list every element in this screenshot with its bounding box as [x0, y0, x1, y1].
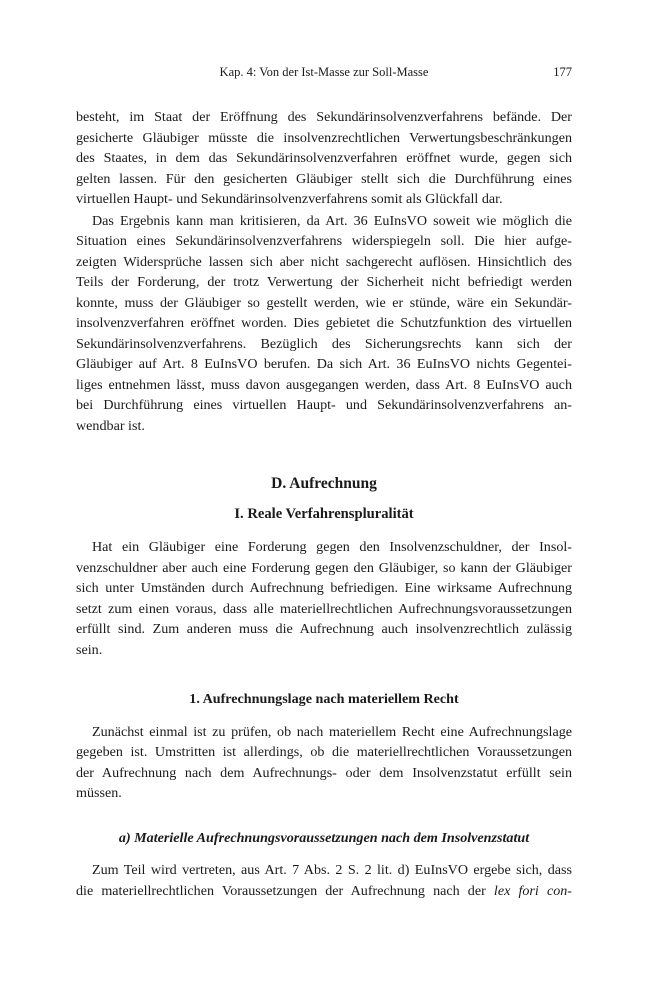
text-line: müssen.	[76, 785, 122, 801]
text-line: liges entnehmen lässt, muss davon ausgegangen werden, dass Art. 8 EuInsVO auch	[76, 376, 572, 393]
text-line: erfüllt sind. Zum anderen muss die Aufrechnung auch insolvenzrechtlich zulässig	[76, 621, 572, 637]
text-line: gelten lassen. Für den gesicherten Gläubiger stellt sich die Durchführung eines	[76, 170, 572, 187]
text-line: gegeben ist. Umstritten ist allerdings, ob die materiellrechtlichen Voraussetzungen	[76, 744, 572, 760]
text-line: konnte, muss der Gläubiger so gestellt werden, wie er stünde, wäre ein Sekundär-	[76, 294, 572, 311]
body-text	[76, 107, 572, 901]
subsubsection-heading: 1. Aufrechnungslage nach materiellem Recht	[189, 691, 459, 707]
text-line: zeigten Widersprüche lassen sich aber nicht sachgerecht auflösen. Hinsichtlich des	[76, 253, 572, 270]
subsection-heading: I. Reale Verfahrenspluralität	[234, 505, 414, 522]
text-line: der Aufrechnung nach dem Aufrechnungs- oder dem Insolvenzstatut erfüllt sein	[76, 764, 572, 781]
text-line: Das Ergebnis kann man kritisieren, da Art. 36 EuInsVO soweit wie möglich die	[92, 212, 572, 229]
text-line: insolvenzverfahren eröffnet worden. Dies gebietet die Schutzfunktion des virtuellen	[76, 315, 572, 331]
text-line: Gläubiger auf Art. 8 EuInsVO berufen. Da sich Art. 36 EuInsVO nichts Gegentei-	[76, 356, 572, 372]
section-heading: D. Aufrechnung	[271, 475, 377, 492]
text-line: setzt zum einen voraus, dass alle materiellrechtlichen Aufrechnungsvoraussetzungen	[76, 600, 572, 617]
text-line: besteht, im Staat der Eröffnung des Sekundärinsolvenzverfahrens befände. Der	[76, 109, 572, 125]
italic-subheading: a) Materielle Aufrechnungsvoraussetzungen nach dem Insolvenzstatut	[118, 829, 530, 846]
text-line: Zum Teil wird vertreten, aus Art. 7 Abs. 2 S. 2 lit. d) EuInsVO ergebe sich, dass	[92, 862, 572, 878]
text-line: Teils der Forderung, der trotz Verwertung der Sicherheit nicht befriedigt werden	[76, 274, 572, 290]
text-line: bei Durchführung eines virtuellen Haupt- und Sekundärinsolvenzverfahrens an-	[76, 397, 572, 413]
text-line: gesicherte Gläubiger müsste die insolvenzrechtlichen Verwertungsbeschränkungen	[76, 129, 572, 146]
paragraph-continued	[76, 107, 572, 210]
paragraph	[76, 860, 572, 901]
text-line: venzschuldner aber auch eine Forderung gegen den Gläubiger, so kann der Gläubiger	[76, 559, 572, 576]
text-line: des Staates, in dem das Sekundärinsolvenzverfahren eröffnet wurde, gegen sich	[76, 150, 572, 166]
paragraph	[76, 537, 572, 660]
paragraph	[76, 211, 572, 437]
paragraph	[76, 722, 572, 804]
text-run: die materiellrechtlichen Voraussetzungen der Aufrechnung nach der	[76, 882, 494, 899]
text-line: sich unter Umständen durch Aufrechnung befriedigen. Eine wirksame Aufrechnung	[76, 580, 572, 596]
text-line: virtuellen Haupt- und Sekundärinsolvenzverfahrens somit als Glückfall dar.	[76, 191, 503, 207]
text-line: Sekundärinsolvenzverfahrens. Bezüglich des Sicherungsrechts kann sich der	[76, 335, 572, 352]
text-line: wendbar ist.	[76, 417, 145, 434]
text-line: Hat ein Gläubiger eine Forderung gegen den Insolvenzschuldner, der Insol-	[92, 539, 572, 555]
text-line: Zunächst einmal ist zu prüfen, ob nach materiellem Recht eine Aufrechnungslage	[92, 723, 572, 740]
text-line: Situation eines Sekundärinsolvenzverfahrens widerspiegeln soll. Die hier aufge-	[76, 233, 572, 249]
running-title: Kap. 4: Von der Ist-Masse zur Soll-Masse	[219, 65, 429, 79]
text-line	[76, 881, 572, 902]
text-line: sein.	[76, 641, 103, 658]
page-number: 177	[553, 65, 572, 79]
italic-term: lex fori con-	[493, 882, 572, 899]
